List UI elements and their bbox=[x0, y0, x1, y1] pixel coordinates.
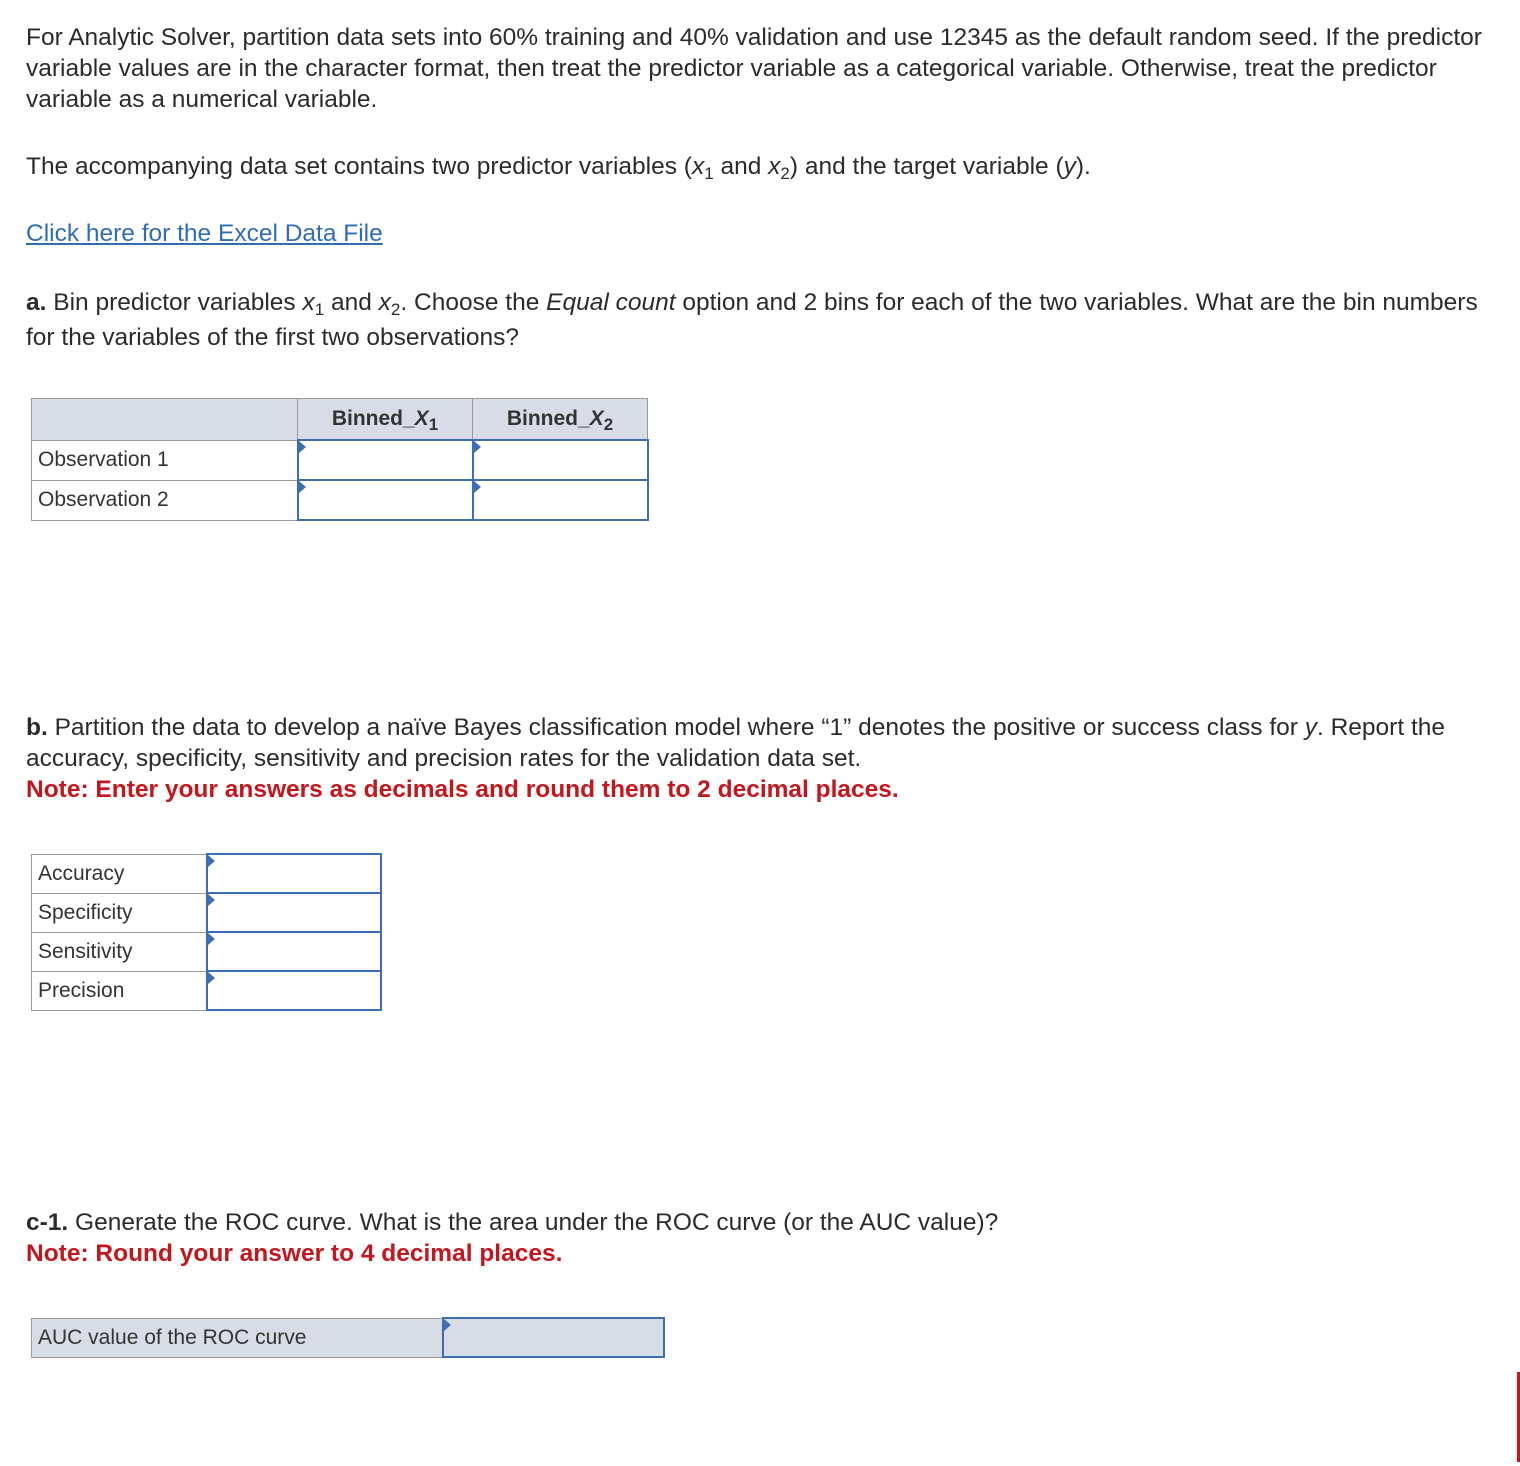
obs1-binned-x1-input[interactable] bbox=[298, 440, 473, 480]
part-c1-note: Note: Round your answer to 4 decimal places. bbox=[26, 1240, 563, 1267]
sub-2: 2 bbox=[390, 300, 401, 319]
intro-variables-paragraph bbox=[26, 151, 1506, 182]
part-c1-label: c-1. bbox=[26, 1209, 69, 1236]
sub-2: 2 bbox=[780, 164, 790, 183]
obs1-binned-x2-input[interactable] bbox=[473, 440, 648, 480]
intro-paragraph: For Analytic Solver, partition data sets into 60% training and 40% validation and use 12345 as the default random seed. If the predictor variable values are in the character format, then treat the predictor variable as a categorical variable. Otherwise, treat the predictor variable as a numerical variable. bbox=[26, 24, 1482, 113]
intro-text-b: ) and the target variable ( bbox=[789, 153, 1064, 180]
table-row bbox=[32, 893, 382, 932]
table-row bbox=[32, 1318, 665, 1357]
auc-input[interactable] bbox=[443, 1318, 664, 1357]
metrics-table bbox=[31, 853, 382, 1011]
part-a-and: and bbox=[324, 289, 379, 316]
table-row bbox=[32, 932, 382, 971]
specificity-input[interactable] bbox=[207, 893, 381, 932]
part-a-text1: Bin predictor variables bbox=[46, 289, 303, 316]
part-a-text3: option and 2 bins for each of the two variables. What are the bin numbers for the variables of the first two observations? bbox=[26, 289, 1478, 351]
part-a-label: a. bbox=[26, 289, 47, 316]
specificity-label: Specificity bbox=[32, 893, 208, 932]
intro-and: and bbox=[713, 153, 769, 180]
var-x2: x bbox=[378, 289, 391, 316]
binned-table bbox=[31, 398, 649, 521]
obs2-binned-x2-input[interactable] bbox=[473, 480, 648, 520]
part-b-text: Partition the data to develop a naïve Bayes classification model where “1” denotes the positive or success class for bbox=[47, 714, 1305, 741]
var-x1: x bbox=[302, 289, 315, 316]
part-a-text2: . Choose the bbox=[400, 289, 547, 316]
part-b-label: b. bbox=[26, 714, 48, 741]
part-b-note: Note: Enter your answers as decimals and round them to 2 decimal places. bbox=[26, 776, 899, 803]
var-x2: x bbox=[768, 153, 781, 180]
intro-text-c: ). bbox=[1075, 153, 1091, 180]
table-row bbox=[32, 440, 648, 480]
var-y: y bbox=[1304, 714, 1317, 741]
part-c1-question bbox=[26, 1207, 1506, 1269]
table-row bbox=[32, 854, 382, 893]
part-b-text2: . Report the accuracy, specificity, sensitivity and precision rates for the validation data set. bbox=[26, 714, 1446, 772]
accuracy-label: Accuracy bbox=[32, 854, 208, 893]
table-row bbox=[32, 480, 648, 520]
accuracy-input[interactable] bbox=[207, 854, 381, 893]
observation-1-label: Observation 1 bbox=[32, 440, 298, 480]
table-corner bbox=[32, 399, 298, 441]
binned-x1-header: $Binned\_X_1$ bbox=[298, 399, 473, 441]
auc-table bbox=[31, 1317, 665, 1358]
sensitivity-label: Sensitivity bbox=[32, 932, 208, 971]
obs2-binned-x1-input[interactable] bbox=[298, 480, 473, 520]
sub-1: 1 bbox=[704, 164, 714, 183]
binned-x2-header: $Binned\_X_2$ bbox=[473, 399, 648, 441]
precision-label: Precision bbox=[32, 971, 208, 1010]
part-c1-text: Generate the ROC curve. What is the area under the ROC curve (or the AUC value)? bbox=[68, 1209, 999, 1236]
part-a-question bbox=[26, 285, 1506, 355]
auc-label: AUC value of the ROC curve bbox=[32, 1318, 444, 1357]
table-row bbox=[32, 971, 382, 1010]
intro-text-a: The accompanying data set contains two predictor variables ( bbox=[26, 153, 692, 180]
var-x1: x bbox=[691, 153, 705, 180]
sensitivity-input[interactable] bbox=[207, 932, 381, 971]
sub-1: 1 bbox=[314, 300, 325, 319]
precision-input[interactable] bbox=[207, 971, 381, 1010]
var-y: y bbox=[1063, 153, 1076, 180]
excel-data-file-link[interactable]: Click here for the Excel Data File bbox=[26, 220, 383, 247]
observation-2-label: Observation 2 bbox=[32, 480, 298, 520]
equal-count-option: Equal count bbox=[546, 289, 676, 316]
part-b-question bbox=[26, 712, 1506, 805]
